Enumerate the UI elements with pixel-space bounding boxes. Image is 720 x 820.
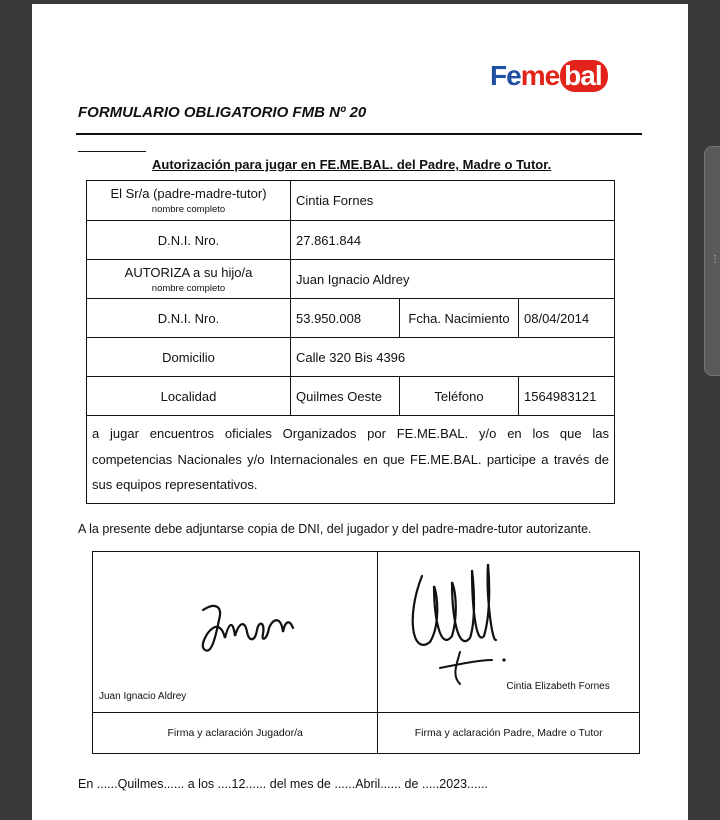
player-printed-name: Juan Ignacio Aldrey	[99, 691, 187, 702]
localidad-label: Localidad	[87, 377, 291, 416]
tutor-signature	[400, 556, 510, 691]
child-name-value: Juan Ignacio Aldrey	[291, 260, 615, 299]
child-dni-value: 53.950.008	[291, 299, 400, 338]
authorization-table	[86, 180, 615, 504]
tutor-dni-label: D.N.I. Nro.	[87, 221, 291, 260]
form-subtitle: Autorización para jugar en FE.ME.BAL. del Padre, Madre o Tutor.	[152, 157, 552, 172]
player-signature	[193, 592, 313, 662]
telefono-value: 1564983121	[519, 377, 615, 416]
child-dni-label: D.N.I. Nro.	[87, 299, 291, 338]
tutor-name-value: Cintia Fornes	[291, 181, 615, 221]
tutor-sublabel: nombre completo	[151, 204, 226, 215]
scrollbar-grip-icon: ⋮	[710, 254, 720, 265]
tutor-label-cell	[87, 181, 291, 221]
autoriza-sublabel: nombre completo	[151, 282, 226, 294]
autoriza-label-cell	[87, 260, 291, 299]
tutor-label: El Sr/a (padre-madre-tutor)	[110, 186, 267, 201]
player-signature-cell	[93, 552, 378, 713]
domicilio-value: Calle 320 Bis 4396	[291, 338, 615, 377]
tutor-signature-cell	[378, 552, 640, 713]
table-row	[87, 377, 615, 416]
attachment-note: A la presente debe adjuntarse copia de DNI, del jugador y del padre-madre-tutor autorizante.	[78, 522, 592, 536]
domicilio-label: Domicilio	[87, 338, 291, 377]
table-row	[87, 338, 615, 377]
form-title: FORMULARIO OBLIGATORIO FMB Nº 20	[78, 104, 367, 121]
birth-date-label: Fcha. Nacimiento	[400, 299, 519, 338]
title-divider	[76, 133, 642, 135]
document-page	[32, 4, 688, 820]
birth-date-value: 08/04/2014	[519, 299, 615, 338]
telefono-label: Teléfono	[400, 377, 519, 416]
table-row	[87, 260, 615, 299]
place-date-line: En ......Quilmes...... a los ....12...... del mes de ......Abril...... de .....2023......	[78, 777, 488, 791]
table-row	[87, 221, 615, 260]
table-row	[87, 299, 615, 338]
table-row	[87, 416, 615, 504]
tutor-dni-value: 27.861.844	[291, 221, 615, 260]
vertical-scrollbar[interactable]	[704, 146, 720, 376]
short-divider	[78, 151, 146, 152]
localidad-value: Quilmes Oeste	[291, 377, 400, 416]
authorization-text: a jugar encuentros oficiales Organizados por FE.ME.BAL. y/o en los que las competencias Nacionales y/o Internacionales en que FE.ME.BAL. participe a través de sus equipos representativos.	[87, 416, 615, 504]
signature-table	[92, 551, 640, 754]
tutor-signature-caption: Firma y aclaración Padre, Madre o Tutor	[378, 713, 640, 754]
autoriza-label: AUTORIZA a su hijo/a	[124, 264, 253, 280]
player-signature-caption: Firma y aclaración Jugador/a	[93, 713, 378, 754]
tutor-printed-name: Cintia Elizabeth Fornes	[506, 681, 610, 692]
femebal-logo: Feme bal	[490, 60, 608, 92]
table-row	[87, 181, 615, 221]
